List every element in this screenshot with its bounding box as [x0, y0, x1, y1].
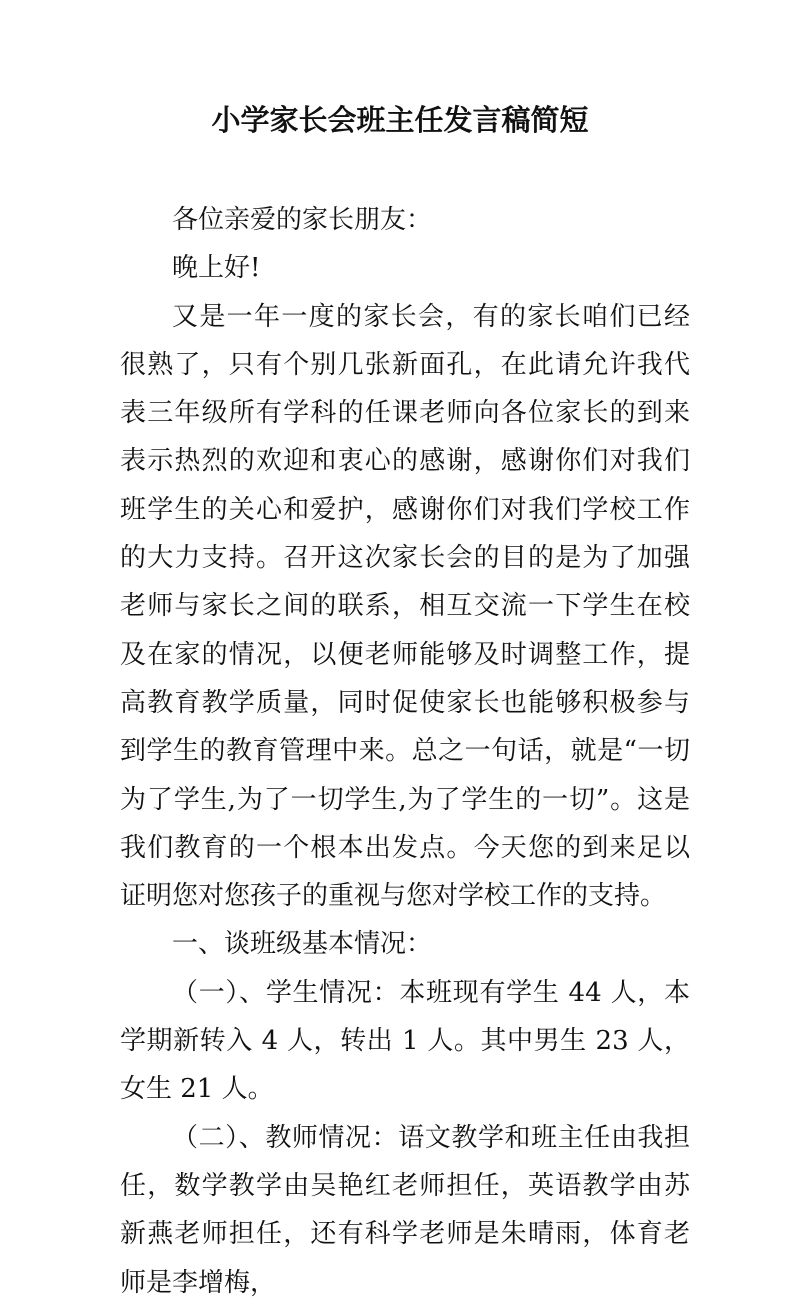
paragraph-teacher-info: （二）、教师情况：语文教学和班主任由我担任，数学教学由吴艳红老师担任，英语教学由苏新燕老师担任，还有科学老师是朱晴雨，体育老师是李增梅， — [120, 1122, 690, 1298]
paragraph-student-info: （一）、学生情况：本班现有学生 44 人，本学期新转入 4 人，转出 1 人。其中男生 23 人，女生 21 人。 — [120, 977, 690, 1105]
document-body — [120, 196, 690, 1307]
document-title: 小学家长会班主任发言稿简短 — [211, 103, 589, 137]
paragraph-opening: 又是一年一度的家长会，有的家长咱们已经很熟了，只有个别几张新面孔，在此请允许我代表三年级所有学科的任课老师向各位家长的到来表示热烈的欢迎和衷心的感谢，感谢你们对我们班学生的关心和爱护，感谢你们对我们学校工作的大力支持。召开这次家长会的目的是为了加强老师与家长之间的联系，相互交流一下学生在校及在家的情况，以便老师能够及时调整工作，提高教育教学质量，同时促使家长也能够积极参与到学生的教育管理中来。总之一句话，就是“一切为了学生,为了一切学生,为了学生的一切”。这是我们教育的一个根本出发点。今天您的到来足以证明您对您孩子的重视与您对学校工作的支持。 — [120, 301, 690, 912]
salutation: 各位亲爱的家长朋友： — [172, 205, 433, 235]
section-heading-class-info: 一、谈班级基本情况： — [172, 929, 433, 960]
greeting: 晚上好! — [172, 253, 261, 284]
